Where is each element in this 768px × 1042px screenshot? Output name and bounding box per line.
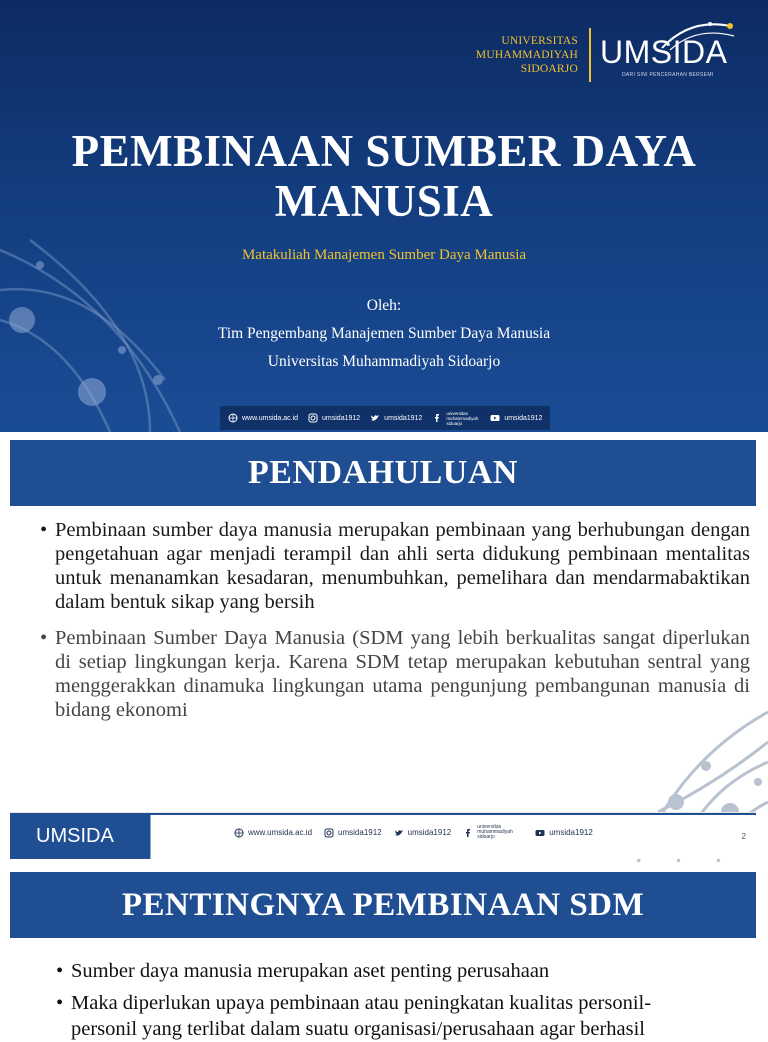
author-label: Oleh:	[366, 297, 402, 314]
instagram-link[interactable]: umsida1912	[324, 828, 382, 838]
facebook-icon	[432, 413, 442, 423]
youtube-link[interactable]: umsida1912	[490, 413, 542, 423]
facebook-icon	[463, 828, 473, 838]
globe-icon	[234, 828, 244, 838]
title-slide	[0, 0, 768, 432]
section-title: PENDAHULUAN	[10, 440, 756, 506]
social-links	[234, 825, 605, 840]
university-line-2: MUHAMMADIYAH	[475, 49, 578, 61]
instagram-icon	[324, 828, 334, 838]
university-line-1: UNIVERSITAS	[501, 35, 578, 47]
section-title: PENTINGNYA PEMBINAAN SDM	[10, 872, 756, 938]
university-name	[476, 34, 578, 76]
pendahuluan-slide	[0, 432, 768, 862]
globe-icon	[228, 413, 238, 423]
logo-tagline: DARI SINI PENCERAHAN BERSEMI	[622, 72, 714, 78]
social-footer	[220, 406, 550, 430]
website-link[interactable]: www.umsida.ac.id	[228, 413, 298, 423]
slide-body	[52, 958, 712, 1042]
author-block	[0, 292, 768, 376]
instagram-icon	[308, 413, 318, 423]
twitter-icon	[370, 413, 380, 423]
umsida-logo: UMSIDA	[36, 825, 114, 847]
logo-divider	[589, 28, 591, 82]
pentingnya-slide	[0, 862, 768, 1040]
university-line-3: SIDOARJO	[520, 63, 578, 75]
youtube-icon	[535, 828, 545, 838]
slide-footer	[10, 813, 756, 859]
facebook-link[interactable]: universitas muhammadiyah sidoarjo	[463, 825, 523, 840]
bullet-item: • Maka diperlukan upaya pembinaan atau peningkatan kualitas personil-personil yang terlibat dalam suatu organisasi/perusahaan agar berhasil	[52, 990, 712, 1042]
youtube-icon	[490, 413, 500, 423]
title-line-2: MANUSIA	[274, 176, 494, 226]
umsida-logo: UMSIDA	[600, 34, 728, 70]
bullet-item: • Pembinaan Sumber Daya Manusia (SDM yang lebih berkualitas sangat diperlukan di setiap lingkungan kerja. Karena SDM tetap merupakan kebutuhan sentral yang menggerakkan dinamuka lingkungan utama pengunjung pembangunan manusia di bidang ekonomi	[36, 626, 750, 722]
logo-swoosh-icon	[660, 18, 740, 54]
title-line-1: PEMBINAAN SUMBER DAYA	[71, 126, 697, 176]
youtube-link[interactable]: umsida1912	[535, 828, 593, 838]
author-team: Tim Pengembang Manajemen Sumber Daya Manusia	[217, 325, 551, 342]
bullet-item: • Sumber daya manusia merupakan aset penting perusahaan	[52, 958, 712, 984]
slide-title	[0, 126, 768, 226]
course-subtitle: Matakuliah Manajemen Sumber Daya Manusia	[241, 247, 527, 263]
twitter-icon	[394, 828, 404, 838]
instagram-link[interactable]: umsida1912	[308, 413, 360, 423]
twitter-link[interactable]: umsida1912	[394, 828, 452, 838]
slide-body	[36, 518, 750, 722]
page-number: 2	[741, 832, 746, 841]
twitter-link[interactable]: umsida1912	[370, 413, 422, 423]
website-link[interactable]: www.umsida.ac.id	[234, 828, 312, 838]
facebook-link[interactable]: universitas muhammadiyah sidoarjo	[432, 411, 480, 426]
bullet-item: • Pembinaan sumber daya manusia merupakan pembinaan yang berhubungan dengan pengetahuan agar menjadi terampil dan ahli serta didukung pembinaan mentalitas untuk menanamkan kesadaran, menumbuhkan, pemelihara dan mendarmabaktikan dalam bentuk sikap yang bersih	[36, 518, 750, 614]
author-university: Universitas Muhammadiyah Sidoarjo	[267, 353, 501, 370]
